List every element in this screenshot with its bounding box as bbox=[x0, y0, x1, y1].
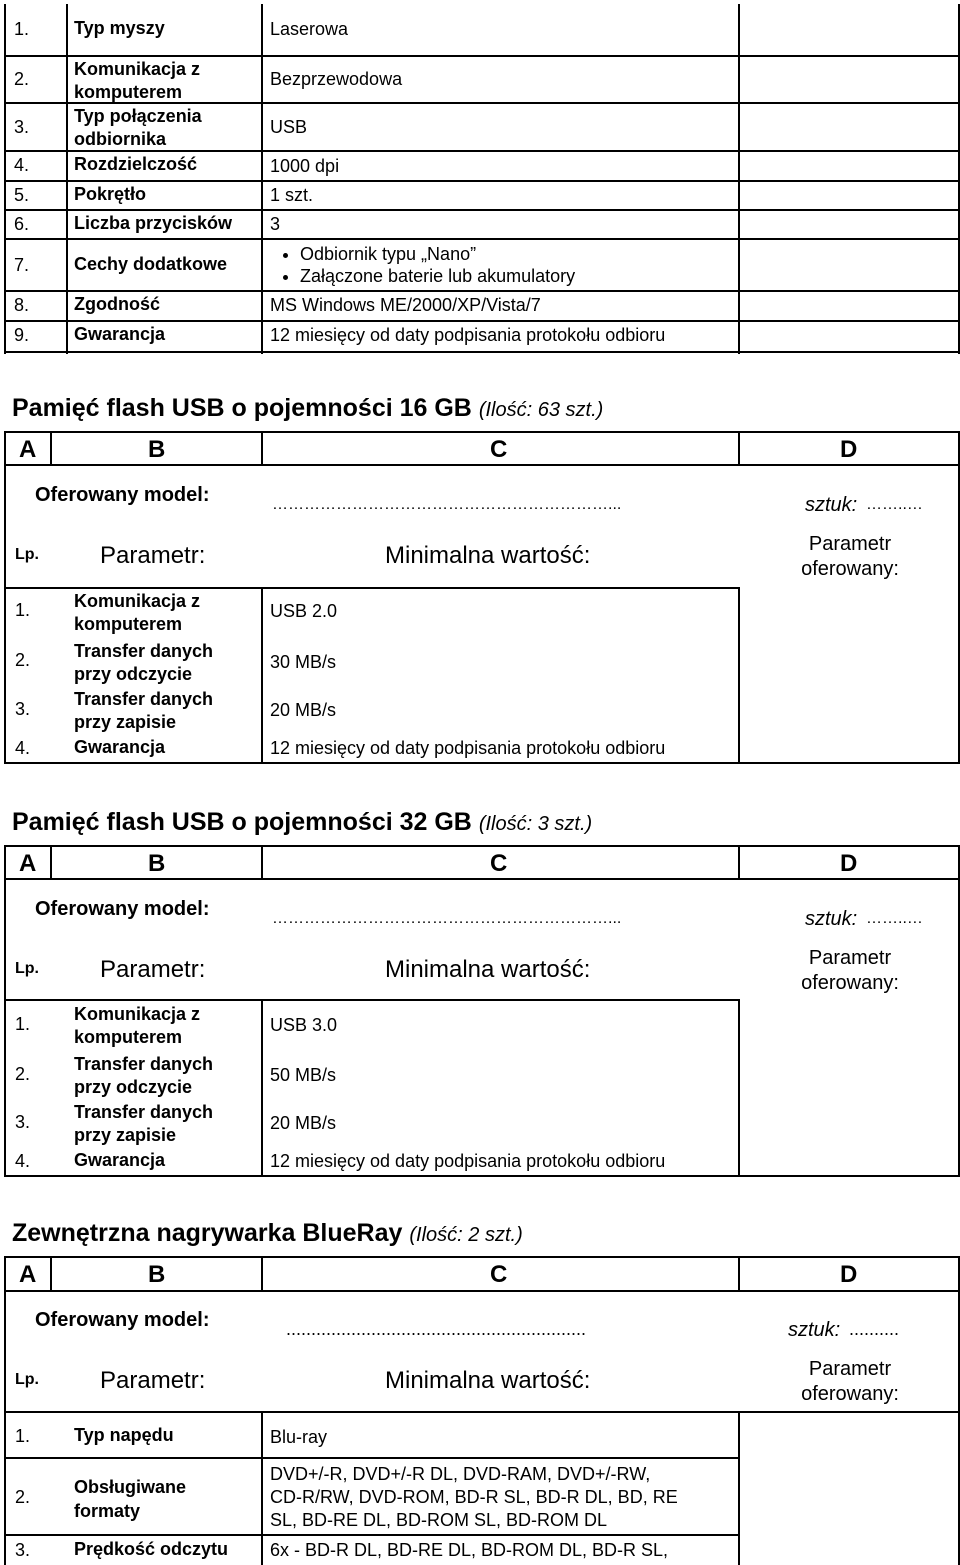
value-read-transfer: 50 MB/s bbox=[270, 1065, 337, 1085]
flash32-title: Pamięć flash USB o pojemności 32 GB bbox=[12, 808, 472, 836]
value-warranty: 12 miesięcy od daty podpisania protokołu odbioru bbox=[270, 738, 666, 758]
parametr-header: Parametr: bbox=[100, 1367, 206, 1394]
row-number: 1. bbox=[14, 19, 30, 39]
param-offered-header: Parametr oferowany: bbox=[801, 947, 899, 994]
param-scroll-wheel: Pokrętło bbox=[74, 184, 147, 204]
row-number: 1. bbox=[15, 1426, 31, 1446]
col-b-header: B bbox=[148, 1261, 166, 1288]
value-warranty: 12 miesięcy od daty podpisania protokołu odbioru bbox=[270, 325, 666, 345]
row-number: 5. bbox=[14, 185, 30, 205]
row-number: 2. bbox=[14, 69, 30, 89]
row-number: 9. bbox=[14, 325, 30, 345]
param-extra-features: Cechy dodatkowe bbox=[74, 254, 228, 274]
col-a-header: A bbox=[19, 850, 37, 877]
param-write-transfer: Transfer danych przy zapisie bbox=[74, 1102, 214, 1145]
flash16-quantity: (Ilość: 63 szt.) bbox=[478, 399, 604, 421]
row-number: 3. bbox=[15, 1540, 31, 1560]
value-drive-type: Blu-ray bbox=[270, 1427, 328, 1447]
row-number: 1. bbox=[15, 1014, 31, 1034]
pieces-label: sztuk: bbox=[788, 1319, 841, 1341]
blueray-title: Zewnętrzna nagrywarka BlueRay bbox=[12, 1219, 403, 1247]
param-communication: Komunikacja z komputerem bbox=[74, 59, 201, 102]
value-read-speed: 6x - BD-R DL, BD-RE DL, BD-ROM DL, BD-R SL, bbox=[270, 1540, 669, 1560]
lp-header: Lp. bbox=[15, 546, 39, 563]
model-dots: ………………………………………………………... bbox=[272, 496, 622, 513]
row-number: 3. bbox=[15, 699, 31, 719]
value-supported-formats: DVD+/-R, DVD+/-R DL, DVD-RAM, DVD+/-RW, CD-R/RW, DVD-ROM, BD-R SL, BD-R DL, BD, RE SL, BD-RE DL, BD-ROM SL, BD-ROM DL bbox=[270, 1464, 678, 1530]
col-a-header: A bbox=[19, 436, 37, 463]
param-offered-header: Parametr oferowany: bbox=[801, 1358, 899, 1405]
flash32-quantity: (Ilość: 3 szt.) bbox=[478, 813, 593, 835]
section-title bbox=[12, 395, 603, 423]
param-compatibility: Zgodność bbox=[74, 294, 160, 314]
min-value-header: Minimalna wartość: bbox=[385, 1367, 591, 1394]
value-receiver-connection: USB bbox=[270, 117, 308, 137]
param-communication: Komunikacja z komputerem bbox=[74, 1004, 201, 1047]
value-read-transfer: 30 MB/s bbox=[270, 652, 337, 672]
param-read-transfer: Transfer danych przy odczycie bbox=[74, 1054, 214, 1097]
value-button-count: 3 bbox=[270, 214, 281, 234]
value-mouse-type: Laserowa bbox=[270, 19, 349, 39]
pieces-label: sztuk: bbox=[805, 494, 858, 516]
row-number: 4. bbox=[15, 738, 31, 758]
param-supported-formats: Obsługiwane formaty bbox=[74, 1477, 187, 1521]
pieces-dots: .......... bbox=[849, 1319, 900, 1339]
param-drive-type: Typ napędu bbox=[74, 1425, 174, 1445]
parametr-header: Parametr: bbox=[100, 956, 206, 983]
extra-features-list bbox=[280, 243, 575, 287]
row-number: 2. bbox=[15, 650, 31, 670]
col-c-header: C bbox=[490, 850, 508, 877]
row-number: 8. bbox=[14, 295, 30, 315]
pieces-dots: ……..… bbox=[866, 496, 923, 513]
value-write-transfer: 20 MB/s bbox=[270, 700, 337, 720]
pieces-dots: ……..… bbox=[866, 910, 923, 927]
col-d-header: D bbox=[840, 436, 858, 463]
section-title bbox=[12, 1220, 523, 1248]
offered-model-label: Oferowany model: bbox=[35, 484, 210, 506]
pieces-label: sztuk: bbox=[805, 908, 858, 930]
value-communication: USB 3.0 bbox=[270, 1015, 338, 1035]
param-offered-header: Parametr oferowany: bbox=[801, 533, 899, 580]
col-c-header: C bbox=[490, 436, 508, 463]
row-number: 6. bbox=[14, 214, 30, 234]
row-number: 3. bbox=[14, 117, 30, 137]
param-button-count: Liczba przycisków bbox=[74, 213, 233, 233]
param-receiver-connection: Typ połączenia odbiornika bbox=[74, 106, 202, 149]
col-b-header: B bbox=[148, 850, 166, 877]
value-resolution: 1000 dpi bbox=[270, 156, 340, 176]
value-warranty: 12 miesięcy od daty podpisania protokołu odbioru bbox=[270, 1151, 666, 1171]
row-number: 1. bbox=[15, 600, 31, 620]
value-communication: Bezprzewodowa bbox=[270, 69, 403, 89]
list-item: • Załączone baterie lub akumulatory bbox=[300, 265, 575, 287]
offered-model-label: Oferowany model: bbox=[35, 1309, 210, 1331]
flash16-title: Pamięć flash USB o pojemności 16 GB bbox=[12, 394, 472, 422]
lp-header: Lp. bbox=[15, 960, 39, 977]
row-number: 7. bbox=[14, 255, 30, 275]
offered-model-label: Oferowany model: bbox=[35, 898, 210, 920]
list-item: • Odbiornik typu „Nano” bbox=[300, 243, 575, 265]
row-number: 4. bbox=[14, 155, 30, 175]
col-a-header: A bbox=[19, 1261, 37, 1288]
value-write-transfer: 20 MB/s bbox=[270, 1113, 337, 1133]
row-number: 3. bbox=[15, 1112, 31, 1132]
row-number: 2. bbox=[15, 1064, 31, 1084]
param-read-speed: Prędkość odczytu bbox=[74, 1539, 229, 1559]
min-value-header: Minimalna wartość: bbox=[385, 542, 591, 569]
col-b-header: B bbox=[148, 436, 166, 463]
param-communication: Komunikacja z komputerem bbox=[74, 591, 201, 634]
col-c-header: C bbox=[490, 1261, 508, 1288]
param-warranty: Gwarancja bbox=[74, 324, 166, 344]
value-communication: USB 2.0 bbox=[270, 601, 338, 621]
row-number: 4. bbox=[15, 1151, 31, 1171]
col-d-header: D bbox=[840, 1261, 858, 1288]
lp-header: Lp. bbox=[15, 1371, 39, 1388]
param-resolution: Rozdzielczość bbox=[74, 154, 198, 174]
parametr-header: Parametr: bbox=[100, 542, 206, 569]
value-scroll-wheel: 1 szt. bbox=[270, 185, 314, 205]
min-value-header: Minimalna wartość: bbox=[385, 956, 591, 983]
value-compatibility: MS Windows ME/2000/XP/Vista/7 bbox=[270, 295, 541, 315]
param-warranty: Gwarancja bbox=[74, 1150, 166, 1170]
model-dots: ............................................................ bbox=[286, 1319, 587, 1339]
model-dots: ………………………………………………………... bbox=[272, 910, 622, 927]
param-warranty: Gwarancja bbox=[74, 737, 166, 757]
blueray-quantity: (Ilość: 2 szt.) bbox=[409, 1224, 523, 1246]
param-mouse-type: Typ myszy bbox=[74, 18, 165, 38]
param-write-transfer: Transfer danych przy zapisie bbox=[74, 689, 214, 732]
col-d-header: D bbox=[840, 850, 858, 877]
row-number: 2. bbox=[15, 1487, 31, 1507]
section-title bbox=[12, 809, 592, 837]
param-read-transfer: Transfer danych przy odczycie bbox=[74, 641, 214, 684]
